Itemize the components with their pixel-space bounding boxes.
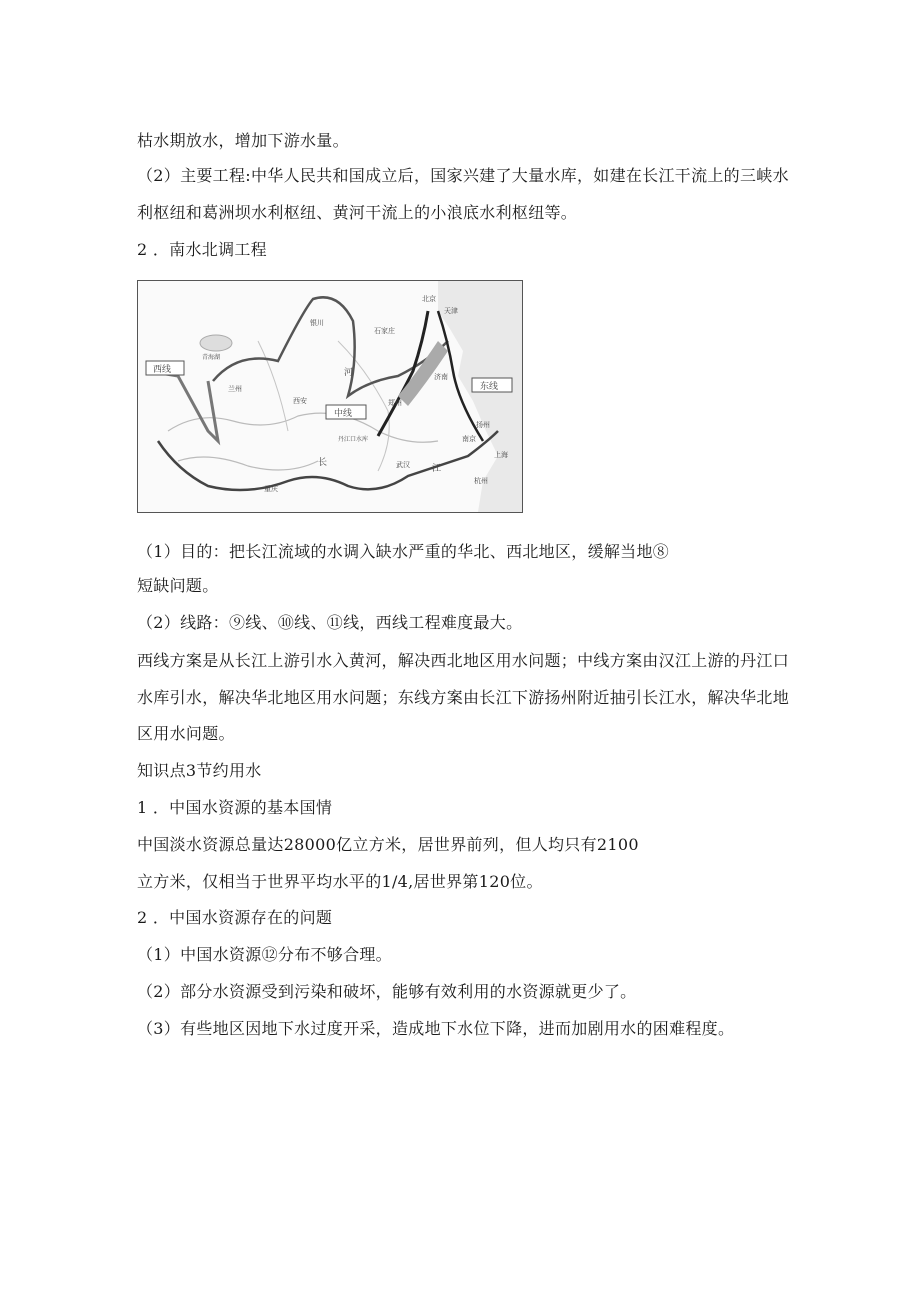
label-shanghai: 上海: [494, 451, 508, 459]
yangtze-river: [158, 431, 498, 490]
west-route: [148, 371, 218, 441]
paragraph-purpose-1: （1）目的：把长江流域的水调入缺水严重的华北、西北地区，缓解当地⑧: [137, 542, 670, 561]
paragraph-route-detail-3: 区用水问题。: [137, 724, 235, 743]
heading-south-north-water: 2 ．南水北调工程: [137, 240, 267, 259]
paragraph-problem-3: （3）有些地区因地下水过度开采，造成地下水位下降，进而加剧用水的困难程度。: [137, 1019, 735, 1038]
paragraph-route-detail-1: 西线方案是从长江上游引水入黄河，解决西北地区用水问题；中线方案由汉江上游的丹江口: [137, 651, 790, 670]
paragraph-water-total-2: 立方米，仅相当于世界平均水平的1/4,居世界第120位。: [137, 872, 543, 891]
south-north-water-map: [137, 280, 523, 513]
paragraph-dry-season: 枯水期放水，增加下游水量。: [137, 131, 349, 150]
label-tianjin: 天津: [444, 307, 458, 315]
label-west-line: 西线: [153, 365, 172, 375]
heading-basic-situation: 1 ．中国水资源的基本国情: [137, 798, 333, 817]
label-qinghai-lake: 青海湖: [202, 354, 221, 361]
label-chongqing: 重庆: [264, 485, 278, 493]
label-danjiangkou: 丹江口水库: [338, 436, 369, 443]
paragraph-water-total-1: 中国淡水资源总量达28000亿立方米，居世界前列，但人均只有2100: [137, 835, 639, 854]
label-huang-he: 河: [344, 368, 354, 378]
label-chang: 长: [318, 458, 328, 468]
label-shijiazhuang: 石家庄: [374, 327, 395, 335]
qinghai-lake-shape: [200, 335, 232, 351]
label-lanzhou: 兰州: [228, 385, 242, 393]
label-beijing: 北京: [422, 295, 436, 303]
label-xian: 西安: [293, 397, 307, 405]
paragraph-routes: （2）线路：⑨线、⑩线、⑪线，西线工程难度最大。: [137, 613, 523, 632]
paragraph-main-projects-1: （2）主要工程:中华人民共和国成立后，国家兴建了大量水库，如建在长江干流上的三峡水: [137, 166, 789, 185]
label-yangzhou: 扬州: [476, 421, 490, 429]
paragraph-purpose-2: 短缺问题。: [137, 576, 219, 595]
map-figure: [138, 281, 522, 512]
label-yinchuan: 银川: [310, 319, 324, 327]
river-tributary: [168, 413, 438, 442]
heading-water-problems: 2 ．中国水资源存在的问题: [137, 908, 333, 927]
label-zhengzhou: 郑州: [388, 399, 402, 407]
heading-knowledge-point-3: 知识点3节约用水: [137, 761, 262, 780]
river-tributary: [258, 341, 288, 431]
label-wuhan: 武汉: [396, 461, 410, 469]
label-jiang: 江: [432, 464, 442, 474]
river-tributary: [178, 457, 318, 470]
label-east-line: 东线: [480, 382, 499, 392]
label-nanjing: 南京: [462, 435, 476, 443]
paragraph-problem-1: （1）中国水资源⑫分布不够合理。: [137, 945, 392, 964]
paragraph-problem-2: （2）部分水资源受到污染和破坏，能够有效利用的水资源就更少了。: [137, 982, 637, 1001]
paragraph-main-projects-2: 利枢纽和葛洲坝水利枢纽、黄河干流上的小浪底水利枢纽等。: [137, 203, 578, 222]
label-middle-line: 中线: [334, 409, 353, 419]
paragraph-route-detail-2: 水库引水，解决华北地区用水问题；东线方案由长江下游扬州附近抽引长江水，解决华北地: [137, 688, 790, 707]
label-hangzhou: 杭州: [474, 477, 488, 485]
label-jinan: 济南: [434, 373, 448, 381]
